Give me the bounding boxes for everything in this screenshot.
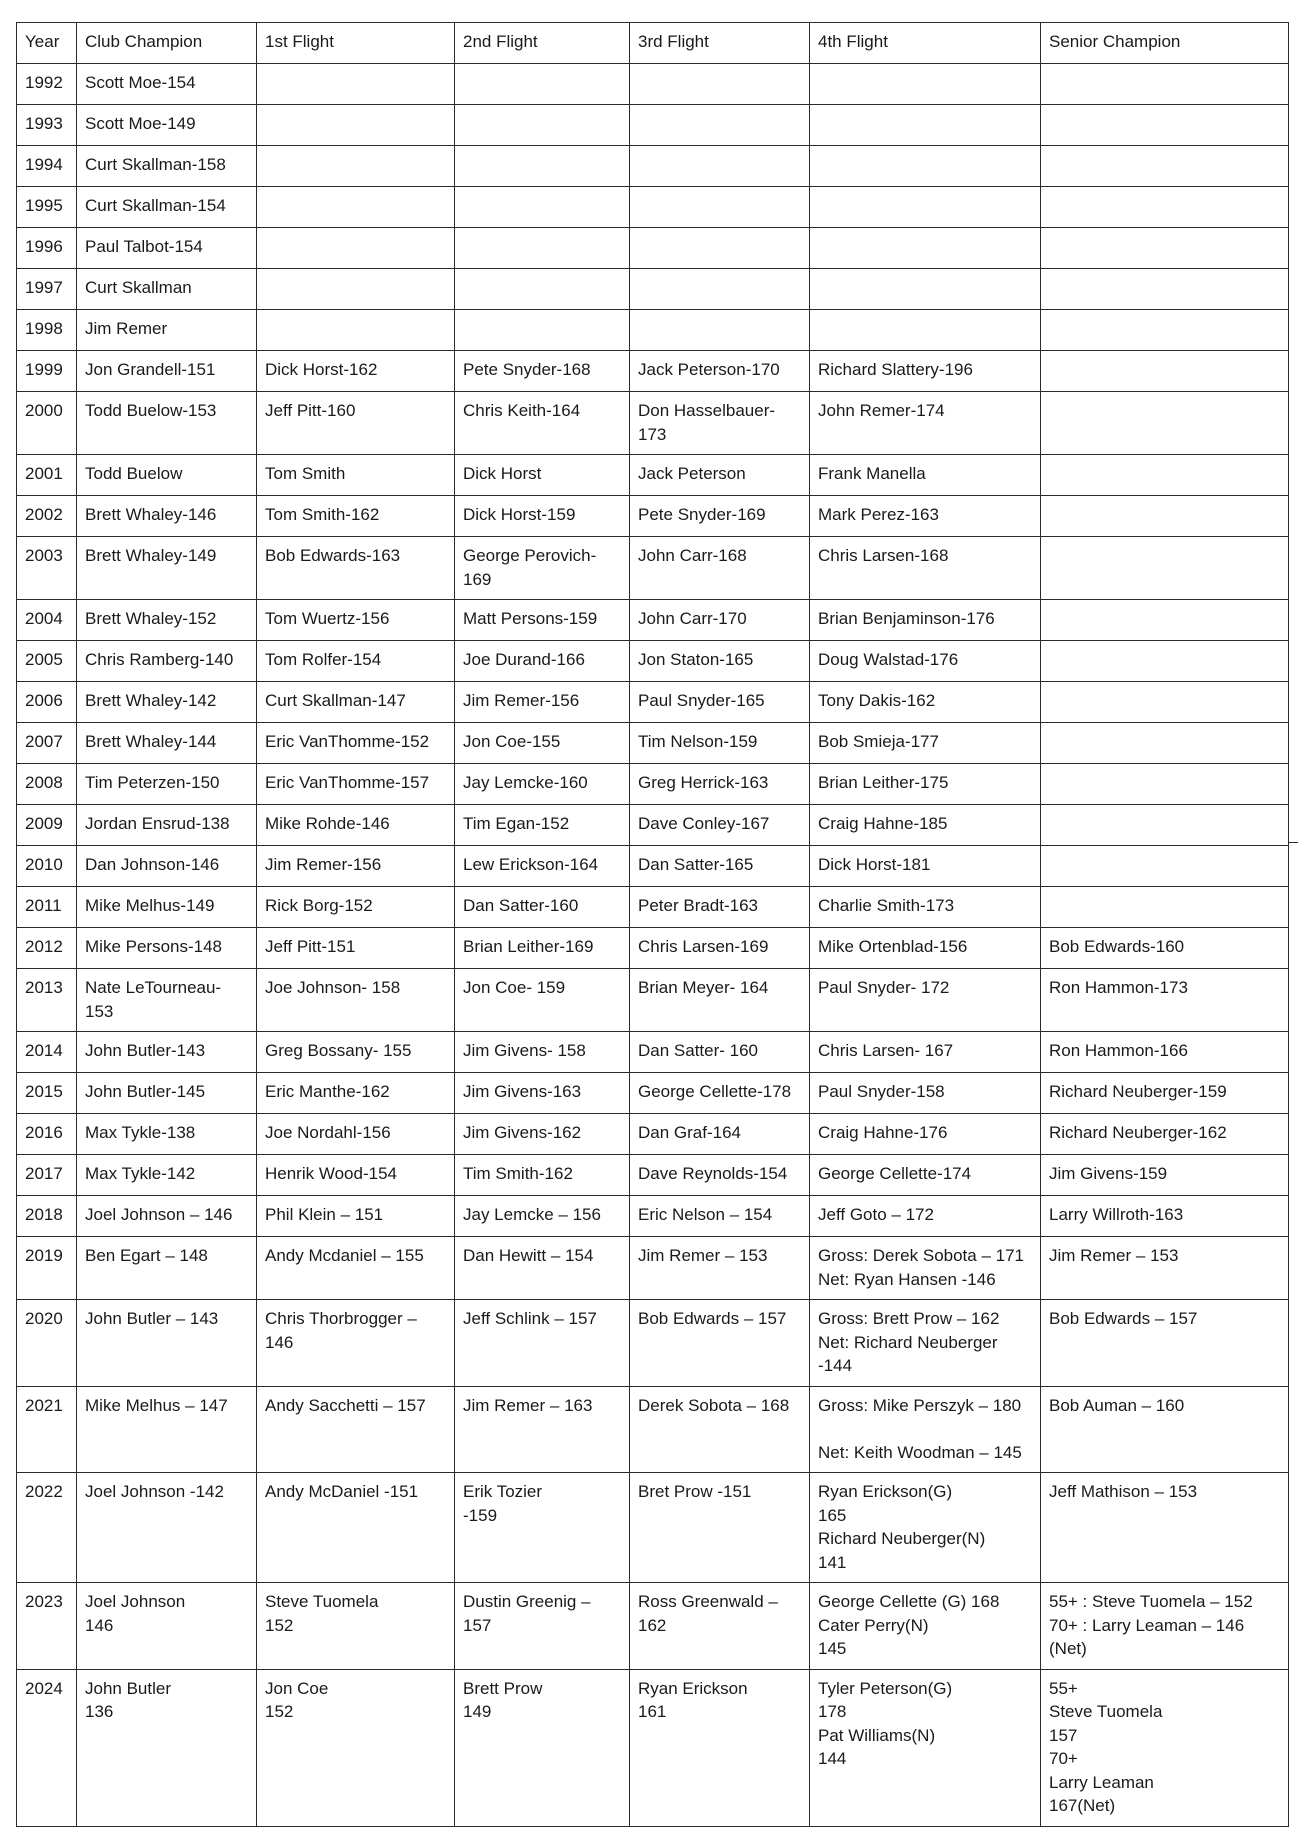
cell-year: 1999 xyxy=(17,351,77,392)
cell-first-flight: Joe Nordahl-156 xyxy=(257,1114,455,1155)
cell-senior-champion xyxy=(1041,496,1289,537)
cell-senior-champion xyxy=(1041,310,1289,351)
cell-first-flight: Eric Manthe-162 xyxy=(257,1073,455,1114)
cell-second-flight: Jim Givens-163 xyxy=(455,1073,630,1114)
cell-year: 2024 xyxy=(17,1669,77,1826)
cell-year: 2022 xyxy=(17,1473,77,1583)
cell-third-flight: Tim Nelson-159 xyxy=(630,723,810,764)
cell-second-flight: Lew Erickson-164 xyxy=(455,846,630,887)
cell-second-flight: Joe Durand-166 xyxy=(455,641,630,682)
table-row xyxy=(17,187,1289,228)
cell-second-flight: Erik Tozier -159 xyxy=(455,1473,630,1583)
cell-fourth-flight: Tony Dakis-162 xyxy=(810,682,1041,723)
cell-second-flight xyxy=(455,269,630,310)
table-row xyxy=(17,64,1289,105)
cell-club-champion: Nate LeTourneau- 153 xyxy=(77,969,257,1032)
cell-third-flight xyxy=(630,310,810,351)
cell-third-flight: Derek Sobota – 168 xyxy=(630,1386,810,1473)
cell-second-flight: Jeff Schlink – 157 xyxy=(455,1300,630,1387)
table-row xyxy=(17,1073,1289,1114)
cell-club-champion: Jim Remer xyxy=(77,310,257,351)
header-row xyxy=(17,23,1289,64)
cell-first-flight: Dick Horst-162 xyxy=(257,351,455,392)
cell-fourth-flight xyxy=(810,187,1041,228)
column-header-fourth-flight: 4th Flight xyxy=(810,23,1041,64)
cell-second-flight xyxy=(455,187,630,228)
cell-first-flight: Jon Coe 152 xyxy=(257,1669,455,1826)
cell-club-champion: Tim Peterzen-150 xyxy=(77,764,257,805)
cell-year: 2004 xyxy=(17,600,77,641)
cell-first-flight: Andy Sacchetti – 157 xyxy=(257,1386,455,1473)
cell-first-flight: Greg Bossany- 155 xyxy=(257,1032,455,1073)
cell-year: 2009 xyxy=(17,805,77,846)
cell-club-champion: Jordan Ensrud-138 xyxy=(77,805,257,846)
cell-first-flight: Tom Wuertz-156 xyxy=(257,600,455,641)
cell-club-champion: Brett Whaley-144 xyxy=(77,723,257,764)
cell-fourth-flight: Tyler Peterson(G) 178 Pat Williams(N) 144 xyxy=(810,1669,1041,1826)
cell-fourth-flight: Mike Ortenblad-156 xyxy=(810,928,1041,969)
cell-fourth-flight: Paul Snyder-158 xyxy=(810,1073,1041,1114)
table-row xyxy=(17,887,1289,928)
table-row xyxy=(17,641,1289,682)
cell-club-champion: Brett Whaley-149 xyxy=(77,537,257,600)
cell-fourth-flight xyxy=(810,64,1041,105)
table-row xyxy=(17,1032,1289,1073)
cell-third-flight: Paul Snyder-165 xyxy=(630,682,810,723)
table-row xyxy=(17,310,1289,351)
cell-senior-champion xyxy=(1041,600,1289,641)
cell-senior-champion: Jim Remer – 153 xyxy=(1041,1237,1289,1300)
cell-third-flight: Peter Bradt-163 xyxy=(630,887,810,928)
cell-club-champion: Joel Johnson -142 xyxy=(77,1473,257,1583)
cell-senior-champion xyxy=(1041,269,1289,310)
cell-year: 2011 xyxy=(17,887,77,928)
cell-first-flight xyxy=(257,146,455,187)
cell-third-flight: Chris Larsen-169 xyxy=(630,928,810,969)
cell-year: 2021 xyxy=(17,1386,77,1473)
cell-club-champion: Brett Whaley-146 xyxy=(77,496,257,537)
cell-year: 1998 xyxy=(17,310,77,351)
cell-second-flight: Jay Lemcke – 156 xyxy=(455,1196,630,1237)
cell-senior-champion: Bob Auman – 160 xyxy=(1041,1386,1289,1473)
cell-club-champion: John Butler 136 xyxy=(77,1669,257,1826)
cell-year: 2001 xyxy=(17,455,77,496)
cell-year: 2006 xyxy=(17,682,77,723)
cell-first-flight: Jeff Pitt-151 xyxy=(257,928,455,969)
cell-year: 2005 xyxy=(17,641,77,682)
column-header-third-flight: 3rd Flight xyxy=(630,23,810,64)
cell-year: 2002 xyxy=(17,496,77,537)
table-row xyxy=(17,1300,1289,1387)
cell-year: 2020 xyxy=(17,1300,77,1387)
table-row xyxy=(17,1386,1289,1473)
cell-senior-champion: Jeff Mathison – 153 xyxy=(1041,1473,1289,1583)
cell-year: 2019 xyxy=(17,1237,77,1300)
cell-club-champion: Todd Buelow-153 xyxy=(77,392,257,455)
cell-year: 2013 xyxy=(17,969,77,1032)
cell-second-flight: George Perovich-169 xyxy=(455,537,630,600)
table-row xyxy=(17,1237,1289,1300)
table-row xyxy=(17,723,1289,764)
cell-fourth-flight: Doug Walstad-176 xyxy=(810,641,1041,682)
cell-second-flight: Chris Keith-164 xyxy=(455,392,630,455)
cell-second-flight: Dan Satter-160 xyxy=(455,887,630,928)
table-row xyxy=(17,1196,1289,1237)
table-row xyxy=(17,496,1289,537)
cell-first-flight: Jeff Pitt-160 xyxy=(257,392,455,455)
cell-fourth-flight: Frank Manella xyxy=(810,455,1041,496)
cell-first-flight: Curt Skallman-147 xyxy=(257,682,455,723)
table-row xyxy=(17,351,1289,392)
cell-club-champion: Curt Skallman-158 xyxy=(77,146,257,187)
cell-year: 2010 xyxy=(17,846,77,887)
cell-fourth-flight: Gross: Mike Perszyk – 180 Net: Keith Woodman – 145 xyxy=(810,1386,1041,1473)
table-row xyxy=(17,146,1289,187)
table-row xyxy=(17,846,1289,887)
cell-second-flight: Jim Givens- 158 xyxy=(455,1032,630,1073)
cell-second-flight: Jim Givens-162 xyxy=(455,1114,630,1155)
cell-third-flight: Dan Satter- 160 xyxy=(630,1032,810,1073)
cell-club-champion: Brett Whaley-152 xyxy=(77,600,257,641)
cell-second-flight xyxy=(455,228,630,269)
cell-second-flight xyxy=(455,146,630,187)
cell-fourth-flight xyxy=(810,310,1041,351)
cell-year: 2015 xyxy=(17,1073,77,1114)
cell-senior-champion xyxy=(1041,455,1289,496)
cell-first-flight: Jim Remer-156 xyxy=(257,846,455,887)
cell-club-champion: Max Tykle-138 xyxy=(77,1114,257,1155)
cell-first-flight: Chris Thorbrogger – 146 xyxy=(257,1300,455,1387)
cell-fourth-flight: John Remer-174 xyxy=(810,392,1041,455)
cell-fourth-flight: Jeff Goto – 172 xyxy=(810,1196,1041,1237)
cell-fourth-flight: Craig Hahne-176 xyxy=(810,1114,1041,1155)
cell-fourth-flight: Chris Larsen-168 xyxy=(810,537,1041,600)
cell-club-champion: John Butler – 143 xyxy=(77,1300,257,1387)
cell-second-flight: Dick Horst-159 xyxy=(455,496,630,537)
cell-first-flight: Tom Smith xyxy=(257,455,455,496)
cell-fourth-flight: Bob Smieja-177 xyxy=(810,723,1041,764)
cell-senior-champion xyxy=(1041,805,1289,846)
cell-third-flight: Jack Peterson xyxy=(630,455,810,496)
cell-second-flight: Jay Lemcke-160 xyxy=(455,764,630,805)
cell-year: 1995 xyxy=(17,187,77,228)
cell-first-flight: Phil Klein – 151 xyxy=(257,1196,455,1237)
cell-year: 2016 xyxy=(17,1114,77,1155)
cell-year: 2008 xyxy=(17,764,77,805)
cell-third-flight: Eric Nelson – 154 xyxy=(630,1196,810,1237)
cell-club-champion: Mike Melhus – 147 xyxy=(77,1386,257,1473)
cell-club-champion: Brett Whaley-142 xyxy=(77,682,257,723)
cell-second-flight: Brett Prow 149 xyxy=(455,1669,630,1826)
cell-second-flight: Jim Remer – 163 xyxy=(455,1386,630,1473)
cell-club-champion: Mike Melhus-149 xyxy=(77,887,257,928)
cell-year: 1994 xyxy=(17,146,77,187)
cell-year: 1993 xyxy=(17,105,77,146)
cell-second-flight: Dan Hewitt – 154 xyxy=(455,1237,630,1300)
cell-club-champion: Dan Johnson-146 xyxy=(77,846,257,887)
cell-third-flight: Bob Edwards – 157 xyxy=(630,1300,810,1387)
cell-club-champion: Curt Skallman xyxy=(77,269,257,310)
cell-third-flight xyxy=(630,146,810,187)
cell-senior-champion xyxy=(1041,887,1289,928)
cell-senior-champion: Ron Hammon-166 xyxy=(1041,1032,1289,1073)
cell-first-flight xyxy=(257,64,455,105)
cell-third-flight xyxy=(630,105,810,146)
cell-senior-champion xyxy=(1041,105,1289,146)
cell-third-flight: Dave Conley-167 xyxy=(630,805,810,846)
cell-first-flight: Mike Rohde-146 xyxy=(257,805,455,846)
cell-fourth-flight: Richard Slattery-196 xyxy=(810,351,1041,392)
table-row xyxy=(17,228,1289,269)
cell-fourth-flight: Dick Horst-181 xyxy=(810,846,1041,887)
cell-year: 2012 xyxy=(17,928,77,969)
cell-first-flight xyxy=(257,105,455,146)
cell-second-flight: Brian Leither-169 xyxy=(455,928,630,969)
cell-senior-champion xyxy=(1041,723,1289,764)
table-row xyxy=(17,455,1289,496)
table-row xyxy=(17,1669,1289,1826)
cell-third-flight: Pete Snyder-169 xyxy=(630,496,810,537)
cell-third-flight: Jim Remer – 153 xyxy=(630,1237,810,1300)
cell-second-flight xyxy=(455,105,630,146)
cell-third-flight: Bret Prow -151 xyxy=(630,1473,810,1583)
cell-senior-champion xyxy=(1041,764,1289,805)
table-row xyxy=(17,1155,1289,1196)
table-row xyxy=(17,105,1289,146)
cell-third-flight xyxy=(630,187,810,228)
cell-first-flight: Andy McDaniel -151 xyxy=(257,1473,455,1583)
column-header-club-champion: Club Champion xyxy=(77,23,257,64)
table-row xyxy=(17,764,1289,805)
cell-fourth-flight xyxy=(810,269,1041,310)
cell-third-flight xyxy=(630,228,810,269)
cell-year: 2017 xyxy=(17,1155,77,1196)
cell-second-flight: Tim Smith-162 xyxy=(455,1155,630,1196)
cell-year: 2003 xyxy=(17,537,77,600)
cell-first-flight xyxy=(257,228,455,269)
cell-second-flight xyxy=(455,310,630,351)
cell-second-flight: Pete Snyder-168 xyxy=(455,351,630,392)
cell-senior-champion: Jim Givens-159 xyxy=(1041,1155,1289,1196)
stray-border-fragment xyxy=(1288,842,1298,843)
cell-second-flight xyxy=(455,64,630,105)
cell-year: 2000 xyxy=(17,392,77,455)
cell-club-champion: Scott Moe-149 xyxy=(77,105,257,146)
cell-club-champion: Max Tykle-142 xyxy=(77,1155,257,1196)
cell-first-flight: Joe Johnson- 158 xyxy=(257,969,455,1032)
cell-first-flight: Eric VanThomme-152 xyxy=(257,723,455,764)
table-row xyxy=(17,969,1289,1032)
cell-senior-champion xyxy=(1041,846,1289,887)
column-header-senior-champion: Senior Champion xyxy=(1041,23,1289,64)
table-row xyxy=(17,269,1289,310)
column-header-second-flight: 2nd Flight xyxy=(455,23,630,64)
cell-club-champion: Chris Ramberg-140 xyxy=(77,641,257,682)
cell-senior-champion xyxy=(1041,187,1289,228)
cell-club-champion: Ben Egart – 148 xyxy=(77,1237,257,1300)
cell-senior-champion: Bob Edwards – 157 xyxy=(1041,1300,1289,1387)
cell-senior-champion xyxy=(1041,537,1289,600)
cell-second-flight: Jon Coe- 159 xyxy=(455,969,630,1032)
cell-fourth-flight: George Cellette (G) 168 Cater Perry(N) 145 xyxy=(810,1583,1041,1670)
cell-senior-champion xyxy=(1041,146,1289,187)
cell-first-flight: Steve Tuomela 152 xyxy=(257,1583,455,1670)
cell-fourth-flight: Craig Hahne-185 xyxy=(810,805,1041,846)
table-row xyxy=(17,600,1289,641)
cell-fourth-flight: Mark Perez-163 xyxy=(810,496,1041,537)
cell-club-champion: Joel Johnson 146 xyxy=(77,1583,257,1670)
cell-club-champion: John Butler-145 xyxy=(77,1073,257,1114)
cell-fourth-flight: Gross: Brett Prow – 162 Net: Richard Neuberger -144 xyxy=(810,1300,1041,1387)
cell-year: 1992 xyxy=(17,64,77,105)
cell-third-flight: John Carr-170 xyxy=(630,600,810,641)
cell-second-flight: Jon Coe-155 xyxy=(455,723,630,764)
cell-fourth-flight: Brian Leither-175 xyxy=(810,764,1041,805)
table-row xyxy=(17,1114,1289,1155)
cell-year: 2018 xyxy=(17,1196,77,1237)
cell-first-flight: Tom Smith-162 xyxy=(257,496,455,537)
cell-senior-champion: 55+ Steve Tuomela 157 70+ Larry Leaman 167(Net) xyxy=(1041,1669,1289,1826)
cell-club-champion: Mike Persons-148 xyxy=(77,928,257,969)
cell-third-flight: Greg Herrick-163 xyxy=(630,764,810,805)
cell-fourth-flight xyxy=(810,228,1041,269)
cell-third-flight: Ryan Erickson 161 xyxy=(630,1669,810,1826)
champions-table xyxy=(16,22,1289,1827)
cell-first-flight: Bob Edwards-163 xyxy=(257,537,455,600)
cell-first-flight: Tom Rolfer-154 xyxy=(257,641,455,682)
cell-senior-champion xyxy=(1041,392,1289,455)
cell-senior-champion: Bob Edwards-160 xyxy=(1041,928,1289,969)
cell-first-flight xyxy=(257,310,455,351)
cell-year: 1996 xyxy=(17,228,77,269)
cell-third-flight: Jack Peterson-170 xyxy=(630,351,810,392)
cell-second-flight: Jim Remer-156 xyxy=(455,682,630,723)
cell-third-flight: Dave Reynolds-154 xyxy=(630,1155,810,1196)
cell-fourth-flight: Brian Benjaminson-176 xyxy=(810,600,1041,641)
cell-first-flight xyxy=(257,187,455,228)
cell-fourth-flight: Paul Snyder- 172 xyxy=(810,969,1041,1032)
cell-year: 2023 xyxy=(17,1583,77,1670)
cell-year: 2007 xyxy=(17,723,77,764)
table-row xyxy=(17,682,1289,723)
cell-third-flight: Dan Graf-164 xyxy=(630,1114,810,1155)
cell-third-flight xyxy=(630,269,810,310)
cell-club-champion: Paul Talbot-154 xyxy=(77,228,257,269)
cell-third-flight: George Cellette-178 xyxy=(630,1073,810,1114)
cell-senior-champion: Ron Hammon-173 xyxy=(1041,969,1289,1032)
cell-second-flight: Dick Horst xyxy=(455,455,630,496)
table-row xyxy=(17,392,1289,455)
cell-fourth-flight xyxy=(810,146,1041,187)
table-row xyxy=(17,1583,1289,1670)
cell-first-flight: Henrik Wood-154 xyxy=(257,1155,455,1196)
cell-senior-champion: Larry Willroth-163 xyxy=(1041,1196,1289,1237)
cell-senior-champion xyxy=(1041,228,1289,269)
cell-senior-champion: Richard Neuberger-162 xyxy=(1041,1114,1289,1155)
cell-second-flight: Tim Egan-152 xyxy=(455,805,630,846)
column-header-first-flight: 1st Flight xyxy=(257,23,455,64)
cell-second-flight: Dustin Greenig – 157 xyxy=(455,1583,630,1670)
cell-club-champion: Jon Grandell-151 xyxy=(77,351,257,392)
cell-senior-champion xyxy=(1041,682,1289,723)
cell-fourth-flight: Gross: Derek Sobota – 171 Net: Ryan Hansen -146 xyxy=(810,1237,1041,1300)
cell-senior-champion xyxy=(1041,641,1289,682)
cell-year: 2014 xyxy=(17,1032,77,1073)
cell-third-flight: Ross Greenwald – 162 xyxy=(630,1583,810,1670)
cell-fourth-flight: Ryan Erickson(G) 165 Richard Neuberger(N) 141 xyxy=(810,1473,1041,1583)
cell-club-champion: Scott Moe-154 xyxy=(77,64,257,105)
cell-third-flight xyxy=(630,64,810,105)
cell-second-flight: Matt Persons-159 xyxy=(455,600,630,641)
cell-year: 1997 xyxy=(17,269,77,310)
table-row xyxy=(17,928,1289,969)
cell-third-flight: Brian Meyer- 164 xyxy=(630,969,810,1032)
cell-third-flight: Don Hasselbauer-173 xyxy=(630,392,810,455)
cell-fourth-flight: Chris Larsen- 167 xyxy=(810,1032,1041,1073)
column-header-year: Year xyxy=(17,23,77,64)
cell-third-flight: Jon Staton-165 xyxy=(630,641,810,682)
cell-third-flight: John Carr-168 xyxy=(630,537,810,600)
cell-first-flight: Rick Borg-152 xyxy=(257,887,455,928)
cell-senior-champion xyxy=(1041,64,1289,105)
table-body xyxy=(17,64,1289,1827)
table-row xyxy=(17,805,1289,846)
cell-club-champion: Todd Buelow xyxy=(77,455,257,496)
cell-club-champion: Joel Johnson – 146 xyxy=(77,1196,257,1237)
cell-first-flight: Eric VanThomme-157 xyxy=(257,764,455,805)
table-row xyxy=(17,1473,1289,1583)
cell-first-flight xyxy=(257,269,455,310)
cell-third-flight: Dan Satter-165 xyxy=(630,846,810,887)
cell-fourth-flight: Charlie Smith-173 xyxy=(810,887,1041,928)
cell-fourth-flight xyxy=(810,105,1041,146)
cell-first-flight: Andy Mcdaniel – 155 xyxy=(257,1237,455,1300)
cell-senior-champion: 55+ : Steve Tuomela – 152 70+ : Larry Leaman – 146 (Net) xyxy=(1041,1583,1289,1670)
cell-club-champion: John Butler-143 xyxy=(77,1032,257,1073)
table-row xyxy=(17,537,1289,600)
cell-club-champion: Curt Skallman-154 xyxy=(77,187,257,228)
cell-fourth-flight: George Cellette-174 xyxy=(810,1155,1041,1196)
cell-senior-champion: Richard Neuberger-159 xyxy=(1041,1073,1289,1114)
cell-senior-champion xyxy=(1041,351,1289,392)
